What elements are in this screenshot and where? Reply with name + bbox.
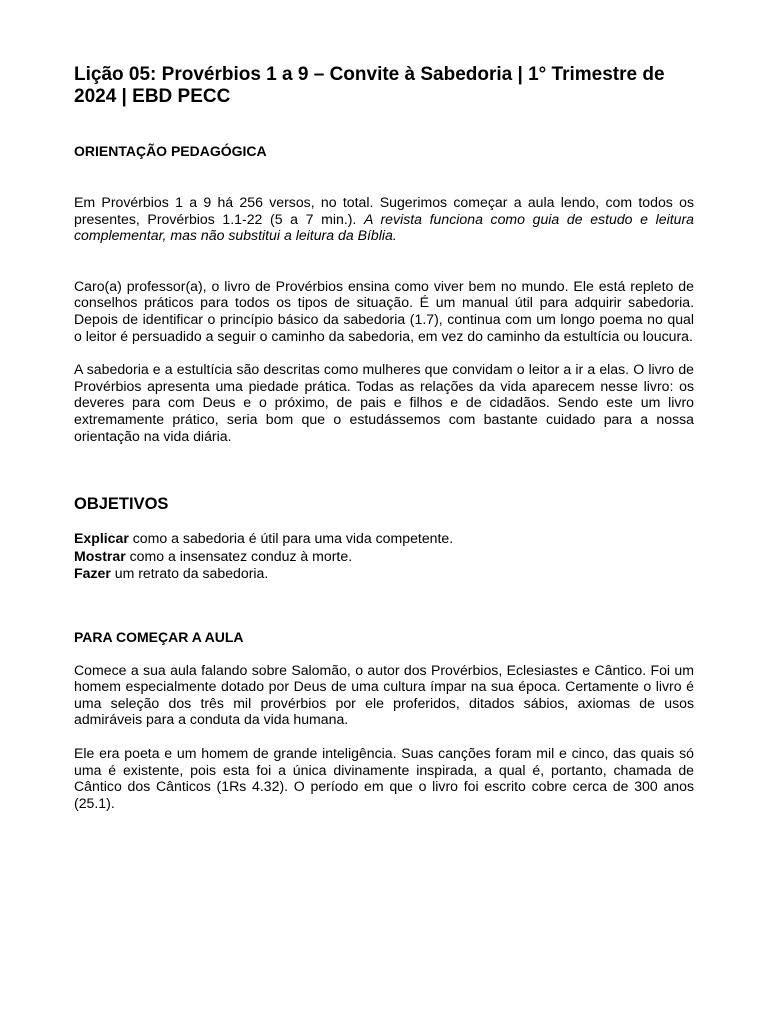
objetivo-text: como a sabedoria é útil para uma vida competente. bbox=[128, 530, 454, 547]
objetivo-text: um retrato da sabedoria. bbox=[110, 565, 269, 582]
objetivo-verb: Explicar bbox=[74, 530, 129, 547]
document-page bbox=[74, 64, 694, 811]
page-title: Lição 05: Provérbios 1 a 9 – Convite à Sabedoria | 1° Trimestre de 2024 | EBD PECC bbox=[74, 64, 665, 107]
orientacao-paragraph-1-text: Em Provérbios 1 a 9 há 256 versos, no total. Sugerimos começar a aula lendo, com todos os presentes, Provérbios 1.1-22 (5 a 7 min.). bbox=[74, 194, 694, 227]
orientacao-paragraph-3: A sabedoria e a estultícia são descritas como mulheres que convidam o leitor a ir a elas. O livro de Provérbios apresenta uma piedade prática. Todas as relações da vida aparecem nesse livro: os deveres para com Deus e o próximo, de pais e filhos e de cidadãos. Sendo este um livro extremamente prático, seria bom que o estudássemos com bastante cuidado para a nossa orientação na vida diária. bbox=[74, 361, 694, 444]
comecar-heading: PARA COMEÇAR A AULA bbox=[74, 628, 244, 645]
objetivo-verb: Mostrar bbox=[74, 547, 126, 564]
orientacao-paragraph-1-italic: A revista funciona como guia de estudo e leitura complementar, mas não substitui a leitura da Bíblia. bbox=[74, 210, 695, 244]
objetivos-list bbox=[74, 530, 694, 583]
objetivo-text: como a insensatez conduz à morte. bbox=[125, 547, 353, 564]
comecar-paragraph-2: Ele era poeta e um homem de grande inteligência. Suas canções foram mil e cinco, das quais só uma é existente, pois esta foi a única divinamente inspirada, a qual é, portanto, chamada de Cântico dos Cânticos (1Rs 4.32). O período em que o livro foi escrito cobre cerca de 300 anos (25.1). bbox=[74, 745, 694, 811]
objetivo-item bbox=[74, 565, 694, 583]
orientacao-paragraph-1 bbox=[74, 194, 694, 244]
objetivos-heading: OBJETIVOS bbox=[74, 495, 169, 514]
orientacao-paragraph-2: Caro(a) professor(a), o livro de Provérbios ensina como viver bem no mundo. Ele está repleto de conselhos práticos para todos os tipos de situação. É um manual útil para adquirir sabedoria. Depois de identificar o princípio básico da sabedoria (1.7), continua com um longo poema no qual o leitor é persuadido a seguir o caminho da sabedoria, em vez do caminho da estultícia ou loucura. bbox=[74, 277, 694, 344]
orientacao-heading: ORIENTAÇÃO PEDAGÓGICA bbox=[74, 143, 267, 159]
objetivo-item bbox=[74, 530, 694, 548]
objetivo-verb: Fazer bbox=[74, 565, 111, 582]
comecar-paragraph-1: Comece a sua aula falando sobre Salomão, o autor dos Provérbios, Eclesiastes e Cântico. Foi um homem especialmente dotado por Deus de uma cultura ímpar na sua época. Certamente o livro é uma seleção dos três mil provérbios por ele proferidos, ditados sábios, axiomas de usos admiráveis para a conduta da vida humana. bbox=[74, 661, 694, 728]
objetivo-item bbox=[74, 548, 694, 566]
